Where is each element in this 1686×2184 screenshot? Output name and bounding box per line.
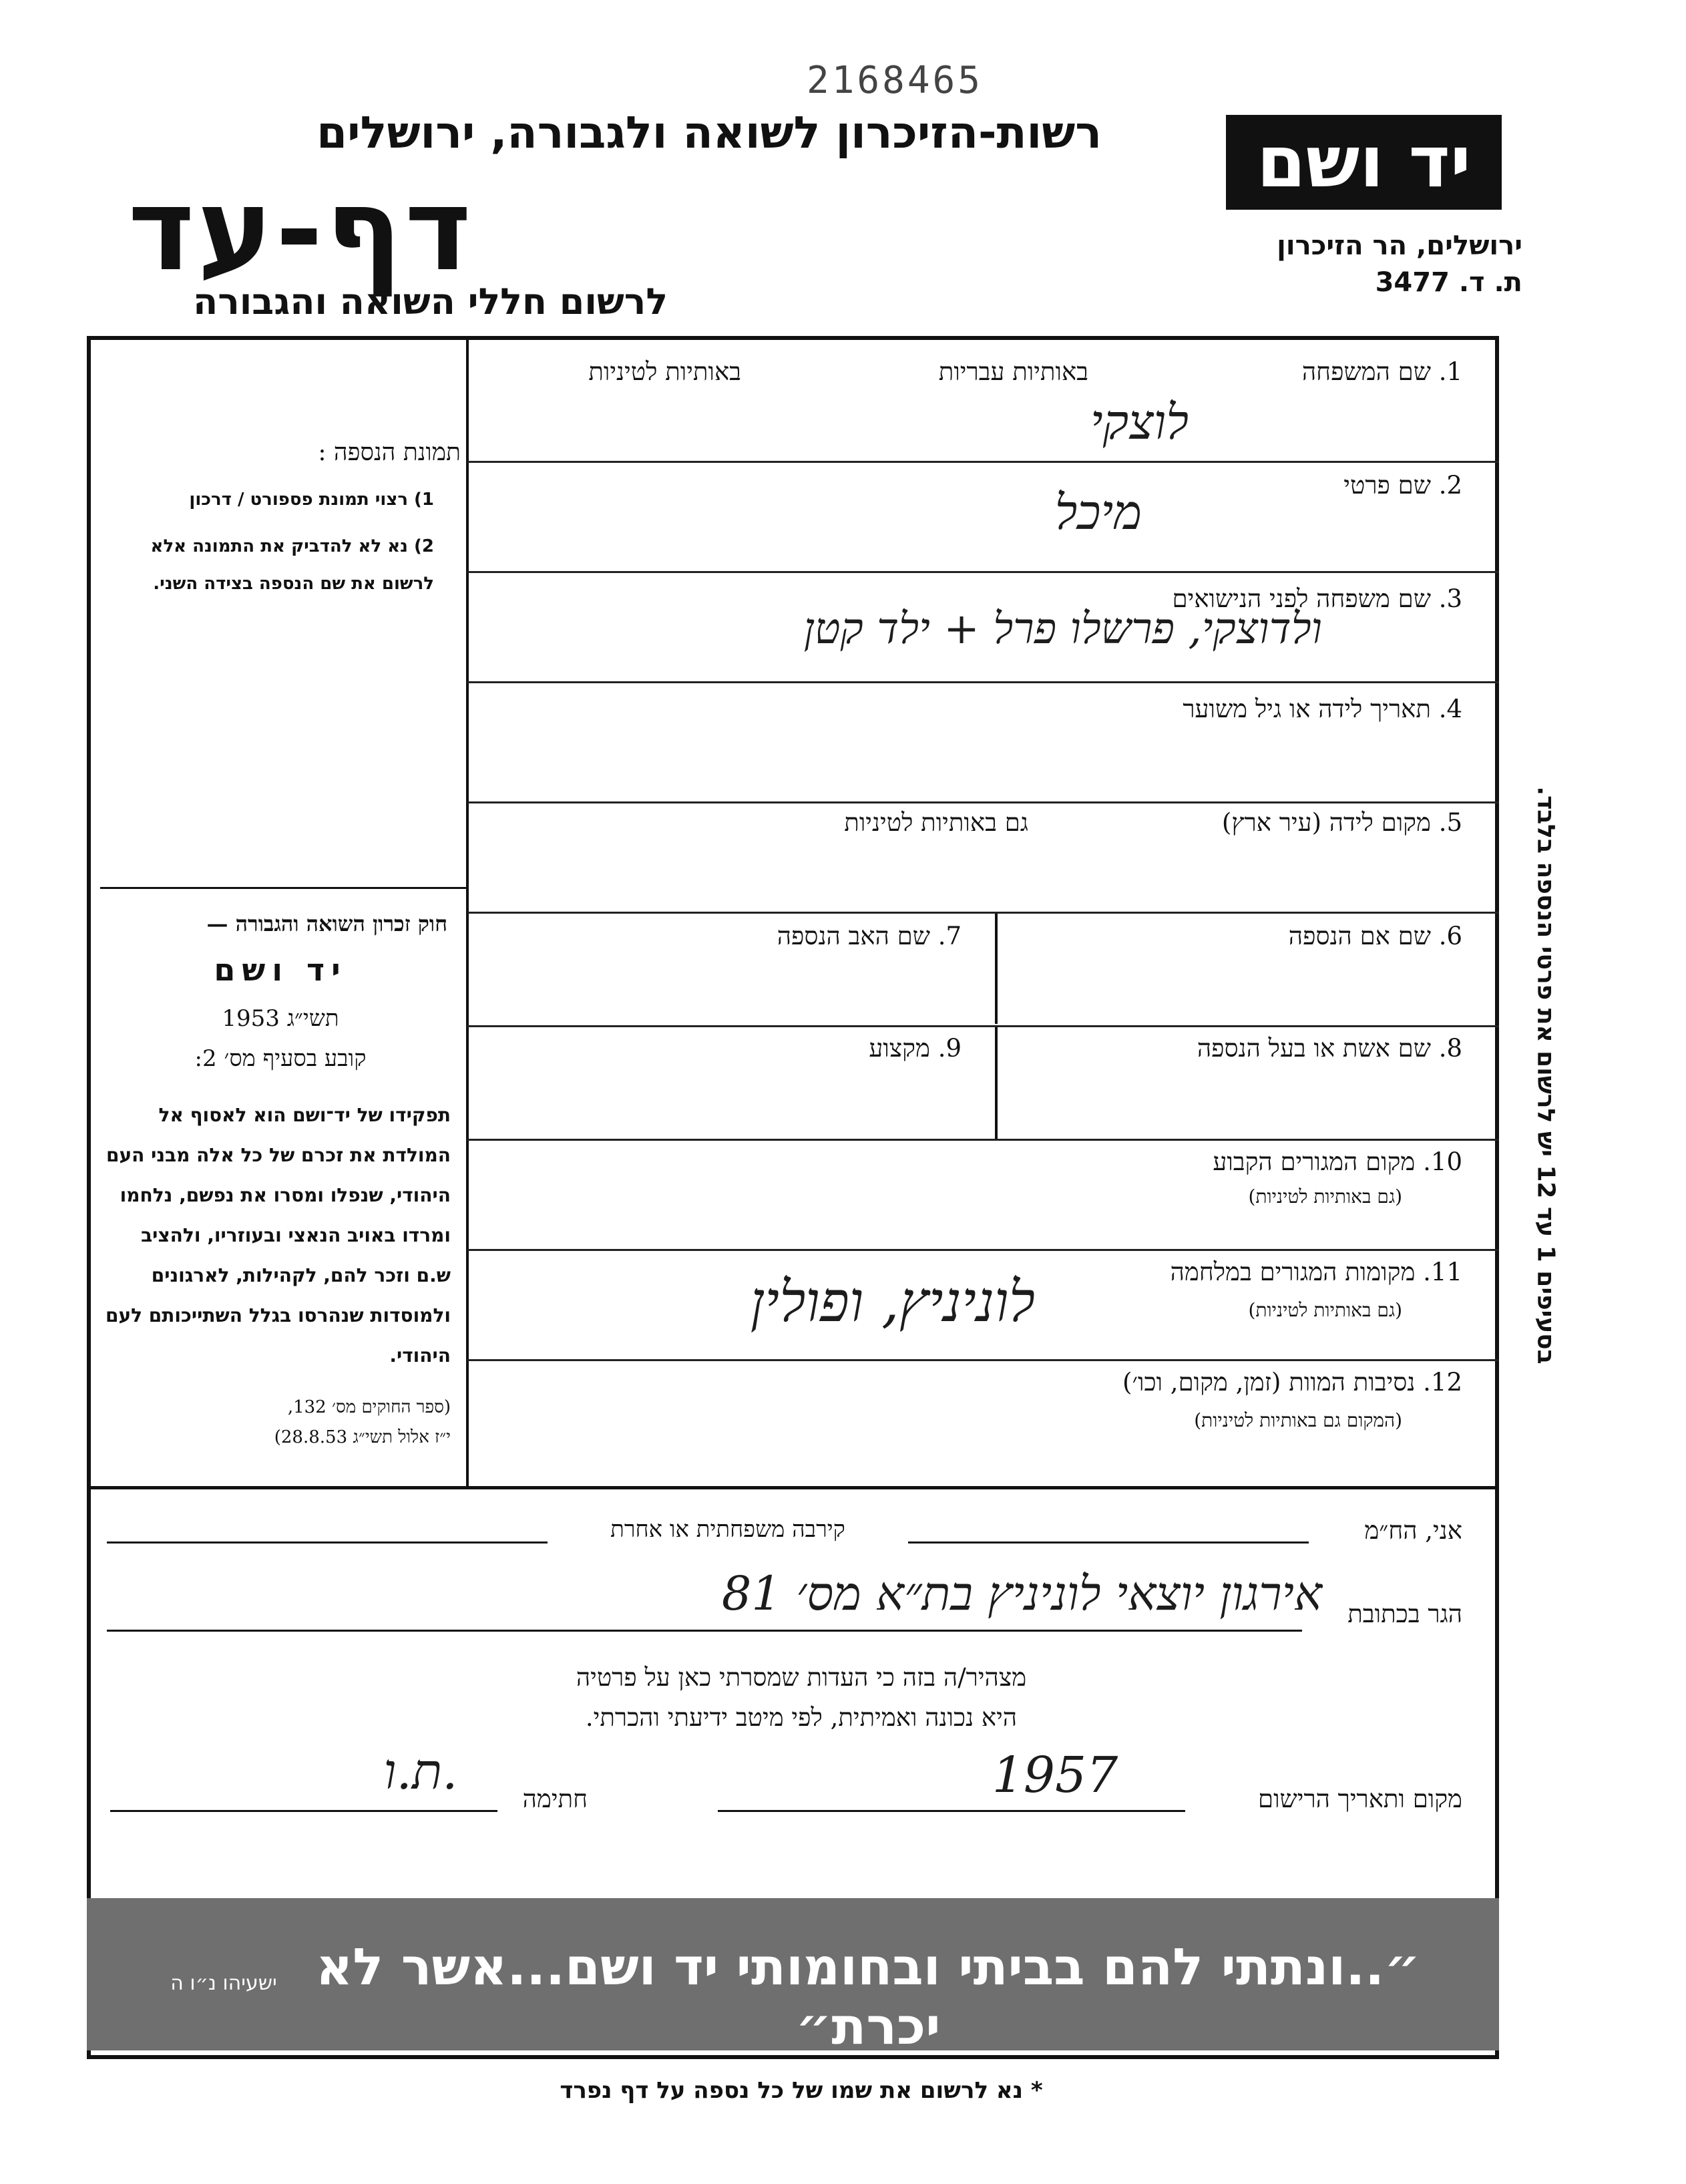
field-1-value[interactable]: לוצקי: [1090, 394, 1189, 450]
photo-note-1: 1) רצוי תמונת פספורט / דרכון: [189, 490, 434, 510]
law-year: תשי״ג 1953: [222, 1005, 339, 1032]
field-5-label: 5. מקום לידה (עיר ארץ): [1221, 808, 1462, 837]
authority-name: רשות-הזיכרון לשואה ולגבורה, ירושלים: [317, 107, 1102, 158]
address-value[interactable]: אירגון יוצאי לוניניץ בת״א מס׳ 81: [721, 1566, 1322, 1621]
field-9-label: 9. מקצוע: [869, 1034, 962, 1063]
field-11-note: (גם באותיות לטיניות): [1248, 1299, 1402, 1321]
field-4-label: 4. תאריך לידה או גיל משוער: [1183, 695, 1462, 723]
statement-line-1: מצהיר/ה בזה כי העדות שמסרתי כאן על פרטיה: [576, 1663, 1027, 1692]
statement-line-2: היא נכונה ואמיתית, לפי מיטב ידיעתי והכרתי.: [585, 1703, 1018, 1732]
field-1-hebrew-script-note: באותיות עבריות: [938, 357, 1088, 386]
law-ref-1: (ספר החוקים מס׳ 132,: [287, 1397, 451, 1417]
law-section: קובע בסעיף מס׳ 2:: [194, 1045, 367, 1072]
row-divider: [467, 681, 1499, 683]
field-12-note: (המקום גם באותיות לטיניות): [1194, 1409, 1402, 1431]
signature-line[interactable]: [110, 1810, 497, 1812]
po-box: ת. ד. 3477: [1375, 267, 1522, 298]
field-6-label: 6. שם אם הנספה: [1288, 922, 1462, 950]
field-10-label: 10. מקום המגורים הקבוע: [1213, 1147, 1462, 1176]
side-note: [1506, 601, 1586, 1550]
law-ref-2: י״ז אלול תשי״ג 28.8.53): [274, 1427, 451, 1447]
field-12-label: 12. נסיבות המוות (זמן, מקום, וכו׳): [1122, 1368, 1462, 1397]
field-1-label: 1. שם המשפחה: [1301, 357, 1462, 386]
field-5-latin-note: גם באותיות לטיניות: [844, 808, 1028, 837]
law-name: יד ושם: [214, 952, 347, 988]
law-title: חוק זכרון השואה והגבורה —: [206, 911, 447, 936]
address-line[interactable]: [107, 1630, 1302, 1632]
side-note-text: בסעיפים 1 עד 12 יש לרשום את פרטי הנספה בלבד.: [1532, 786, 1560, 1364]
field-8-label: 8. שם אשת או בעל הנספה: [1197, 1034, 1462, 1063]
row-divider: [467, 801, 1499, 803]
signature-label: חתימה: [522, 1785, 588, 1813]
field-2-label: 2. שם פרטי: [1343, 471, 1462, 500]
field-10-note: (גם באותיות לטיניות): [1248, 1186, 1402, 1208]
photo-note-2: 2) נא לא להדביק את התמונה אלא לרשום את שם הנספה בצידה השני.: [150, 536, 434, 594]
row-divider: [467, 1139, 1499, 1141]
field-split-6-7: [995, 914, 998, 1024]
field-3-label: 3. שם משפחה לפני הנישואים: [1172, 584, 1462, 613]
field-1-latin-script-note: באותיות לטיניות: [588, 357, 741, 386]
page-subtitle: לרשום חללי השואה והגבורה: [193, 281, 668, 323]
registration-date-value[interactable]: 1957: [992, 1747, 1118, 1804]
address-label: הגר בכתובת: [1347, 1600, 1462, 1628]
yad-vashem-logo: יד ושם: [1226, 115, 1502, 210]
row-divider: [467, 912, 1499, 914]
photo-title: תמונת הנספה :: [318, 439, 461, 466]
row-divider: [467, 1249, 1499, 1251]
page-title: דף-עד: [128, 164, 474, 297]
law-text: תפקידו של יד־ושם הוא לאסוף אל המולדת את זכרם של כל אלה מבני העם היהודי, שנפלו ומסרו את נפשם, נלחמו ומרדו באויב הנאצי ובעוזריו, ולהציב ש.ם וזכר להם, לקהילות, לארגונים ולמוסדות שנהרסו בגלל השתייכותם לעם היהודי.: [105, 1104, 451, 1367]
field-2-value[interactable]: מיכל: [1054, 484, 1142, 540]
declarant-name-line[interactable]: [908, 1541, 1309, 1543]
place-date-line[interactable]: [718, 1810, 1185, 1812]
row-divider: [467, 1359, 1499, 1361]
field-11-label: 11. מקומות המגורים במלחמה: [1170, 1258, 1462, 1286]
field-11-value[interactable]: לוניניץ, ופולין: [750, 1269, 1035, 1334]
verse-text: ״..ונתתי להם בביתי ובחומותי יד ושם...אשר לא יכרת״: [315, 1937, 1421, 2056]
field-3-value[interactable]: ולדוצקי, פרשלו פרל + ילד קטן: [803, 604, 1322, 654]
field-split-8-9: [995, 1027, 998, 1139]
serial-number: 2168465: [806, 59, 983, 102]
declarant-label: אני, הח״מ: [1364, 1516, 1462, 1545]
relation-line[interactable]: [107, 1541, 548, 1543]
form-bottom-divider: [87, 1486, 1499, 1489]
footnote: * נא לרשום את שמו של כל נספה על דף נפרד: [560, 2077, 1043, 2104]
row-divider: [467, 461, 1499, 463]
field-7-label: 7. שם האב הנספה: [777, 922, 962, 950]
row-divider: [467, 571, 1499, 573]
signature-value[interactable]: ת.ו.: [383, 1743, 458, 1801]
place-date-label: מקום ותאריך הרישום: [1257, 1785, 1462, 1813]
verse-source: ישעיהו נ״ו ה: [170, 1972, 277, 1995]
relation-label: קירבה משפחתית או אחרת: [610, 1516, 845, 1543]
institution-address: ירושלים, הר הזיכרון: [1277, 230, 1522, 261]
left-column-separator: [100, 887, 466, 889]
row-divider: [467, 1025, 1499, 1027]
